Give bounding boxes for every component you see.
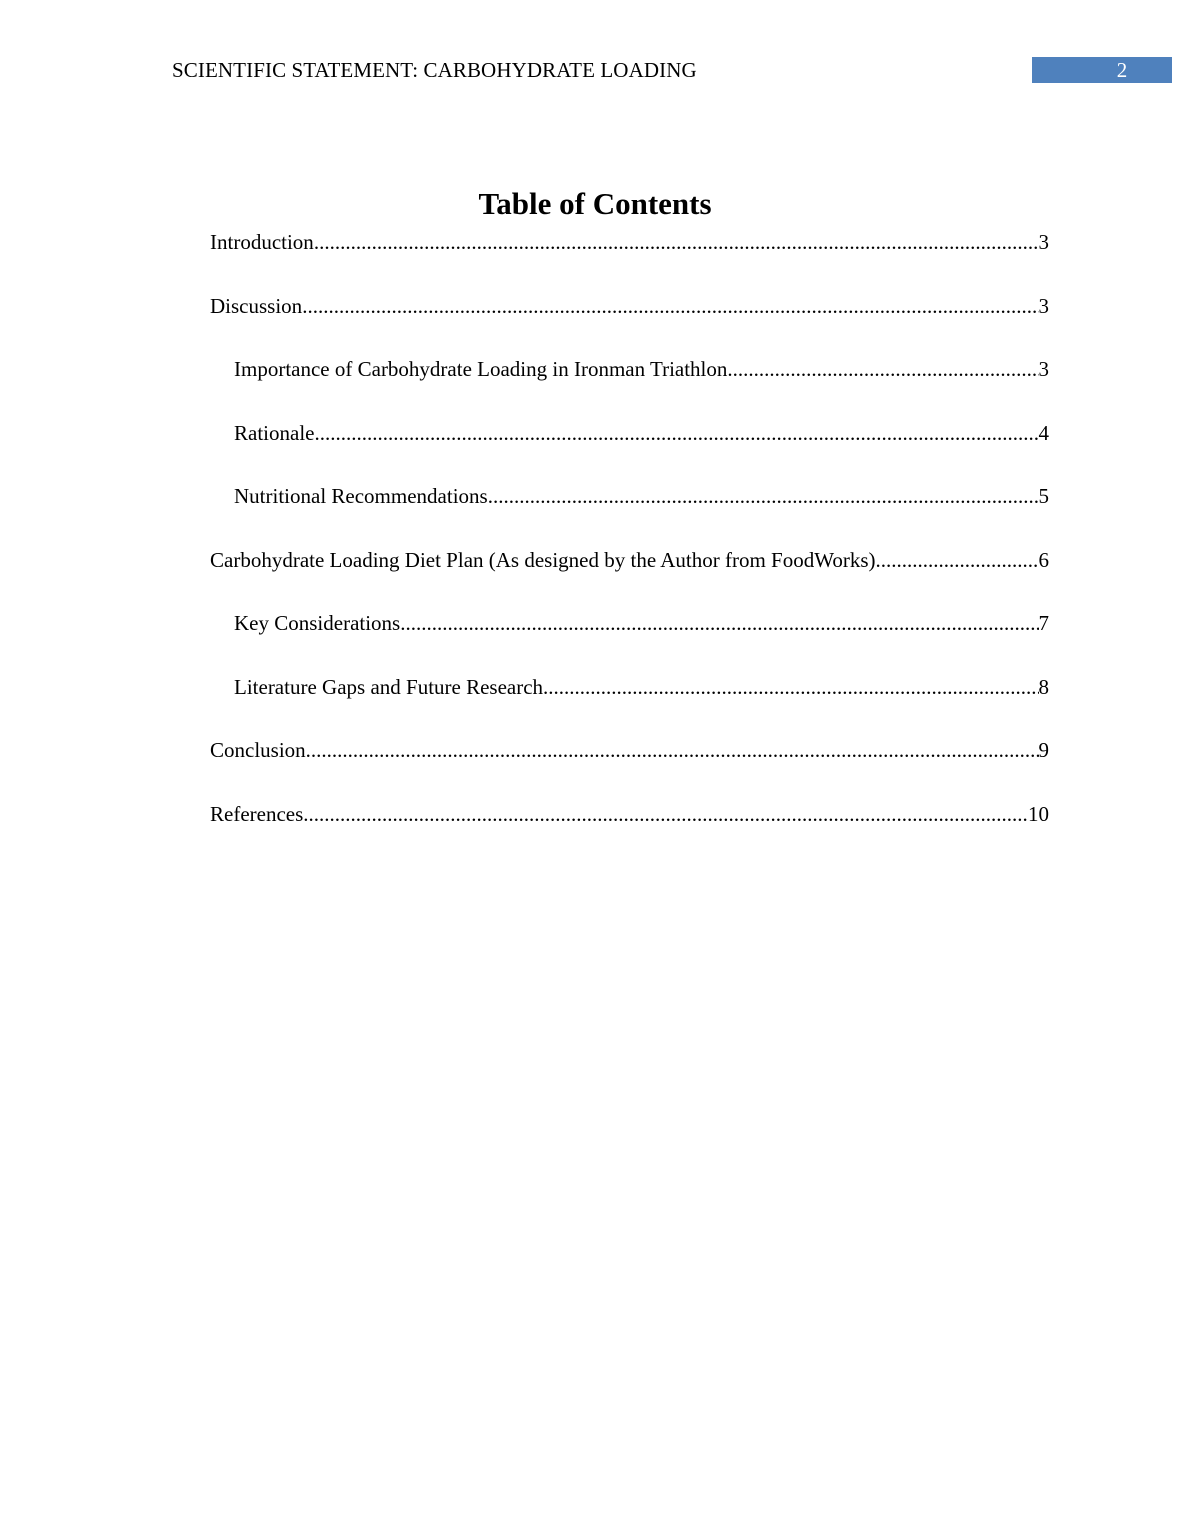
toc-entry-label: Carbohydrate Loading Diet Plan (As designed by the Author from FoodWorks) (210, 547, 876, 572)
toc-entry-label: Literature Gaps and Future Research (234, 674, 544, 699)
dot-leader (302, 292, 1038, 320)
toc-entry-rationale[interactable] (210, 419, 1049, 483)
toc-entry-conclusion[interactable] (210, 736, 1049, 800)
dot-leader (488, 482, 1039, 510)
toc-title: Table of Contents (478, 186, 712, 221)
table-of-contents (210, 228, 1049, 863)
toc-entry-page: 3 (1038, 230, 1049, 254)
toc-entry-label: Introduction (210, 230, 314, 254)
toc-entry-label: Importance of Carbohydrate Loading in Ironman Triathlon (234, 357, 728, 381)
toc-entry-page: 4 (1038, 420, 1049, 445)
toc-entry-diet-plan[interactable] (210, 546, 1049, 610)
dot-leader (306, 736, 1039, 764)
toc-entry-page: 3 (1038, 357, 1049, 381)
dot-leader (400, 609, 1038, 637)
toc-entry-literature-gaps[interactable] (210, 673, 1049, 737)
dot-leader (543, 673, 1038, 701)
toc-entry-references[interactable] (210, 800, 1049, 864)
page-number-box (1032, 57, 1172, 83)
toc-entry-introduction[interactable] (210, 228, 1049, 292)
toc-entry-discussion[interactable] (210, 292, 1049, 356)
toc-entry-label: Key Considerations (234, 611, 401, 635)
dot-leader (727, 355, 1038, 383)
dot-leader (303, 800, 1028, 828)
toc-entry-label: References (210, 801, 304, 826)
toc-entry-label: Rationale (234, 420, 315, 445)
toc-entry-page: 7 (1038, 611, 1049, 635)
dot-leader (314, 419, 1038, 447)
toc-entry-page: 8 (1038, 674, 1049, 699)
toc-entry-nutritional-recommendations[interactable] (210, 482, 1049, 546)
toc-entry-label: Discussion (210, 293, 303, 318)
toc-entry-page: 6 (1038, 547, 1049, 572)
toc-entry-label: Conclusion (210, 738, 306, 762)
toc-entry-page: 5 (1038, 484, 1049, 508)
page-number: 2 (1116, 58, 1128, 82)
toc-entry-importance[interactable] (210, 355, 1049, 419)
toc-entry-page: 3 (1038, 293, 1049, 318)
running-header-title: SCIENTIFIC STATEMENT: CARBOHYDRATE LOADING (172, 58, 697, 82)
toc-entry-page: 9 (1038, 738, 1049, 762)
dot-leader (876, 546, 1039, 574)
dot-leader (314, 228, 1039, 256)
toc-entry-key-considerations[interactable] (210, 609, 1049, 673)
toc-entry-label: Nutritional Recommendations (234, 484, 488, 508)
toc-entry-page: 10 (1028, 801, 1049, 826)
